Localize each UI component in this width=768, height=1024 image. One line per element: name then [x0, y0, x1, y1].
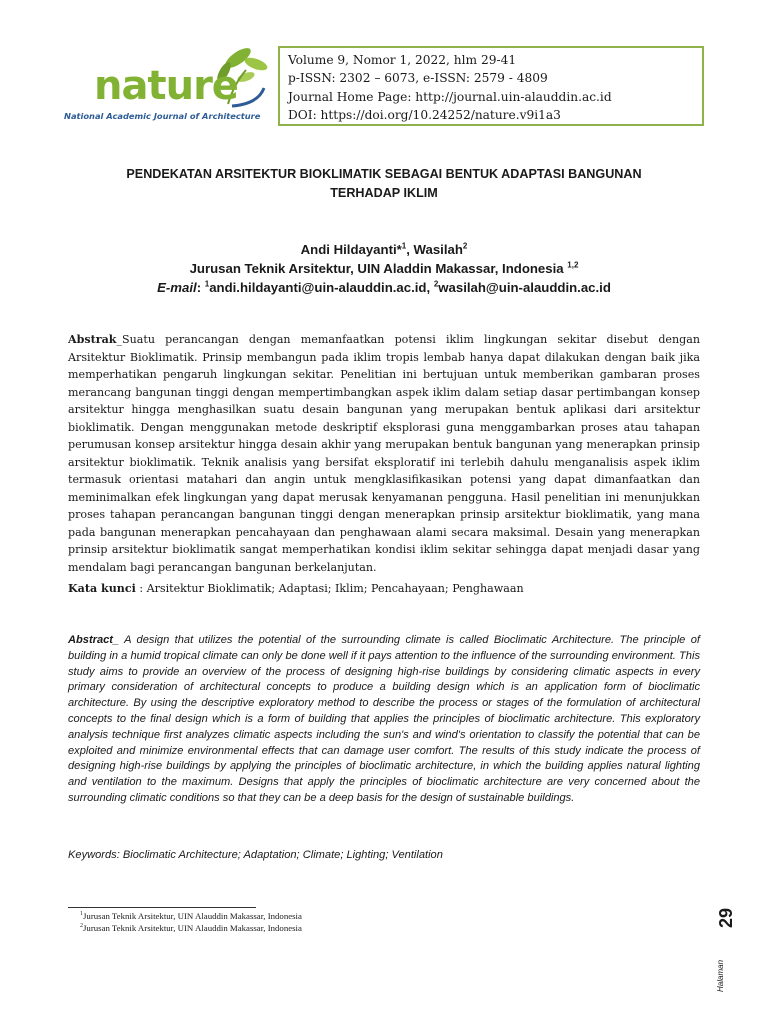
- kata-kunci-text: : Arsitektur Bioklimatik; Adaptasi; Iklim; Pencahayaan; Penghawaan: [135, 582, 524, 595]
- journal-info-box: [278, 46, 704, 126]
- footnote-2: [80, 922, 580, 934]
- email-label: E-mail: [157, 280, 197, 295]
- author-2: , Wasilah: [406, 242, 463, 257]
- abstract-text: _ A design that utilizes the potential of the surrounding climate is called Bioclimatic Architecture. The principle of building in a humid tropical climate can only be done well if it pays attention to the influence of the surrounding environment. This study aims to provide an overview of the process of designing high-rise buildings by considering climatic aspects in every primary consideration of architectural concepts to produce a building design which is an application form of bioclimatic architecture. By using the descriptive exploratory method to describe the process or stages of the formulation of architectural concepts to the final design which is a form of building that applies the principles of bioclimatic architecture. This exploratory analysis technique first analyzes climatic aspects including the sun's and wind's orientation to classify the potential that can be exploited and minimize environmental effects that can damage user comfort. The results of this study indicate the process of designing high-rise buildings by applying the principles of bioclimatic architecture, in which the building applies natural lighting and ventilation to the maximum. Designs that apply the principles of bioclimatic architecture are very concerned about the surrounding climatic conditions so that they can be a deep basis for the design of sustainable buildings.: [68, 634, 700, 804]
- abstract-section: [68, 633, 700, 807]
- author-names: [60, 240, 708, 259]
- homepage-link[interactable]: Journal Home Page: http://journal.uin-alauddin.ac.id: [288, 89, 612, 104]
- footnote-2-sup: 2: [80, 923, 83, 930]
- abstrak-section: [68, 331, 700, 576]
- footnote-2-text: Jurusan Teknik Arsitektur, UIN Alauddin Makassar, Indonesia: [83, 923, 302, 933]
- affiliation: [60, 259, 708, 278]
- email-2[interactable]: wasilah@uin-alauddin.ac.id: [438, 280, 611, 295]
- affiliation-sup: 1,2: [567, 260, 579, 270]
- author-1-sup: 1: [401, 241, 407, 251]
- logo-subtitle: National Academic Journal of Architecture: [64, 111, 261, 121]
- title-line-1: PENDEKATAN ARSITEKTUR BIOKLIMATIK SEBAGAI BENTUK ADAPTASI BANGUNAN: [126, 167, 642, 181]
- author-block: [60, 240, 708, 297]
- affiliation-text: Jurusan Teknik Arsitektur, UIN Aladdin Makassar, Indonesia: [189, 261, 568, 276]
- volume-line: Volume 9, Nomor 1, 2022, hlm 29-41: [288, 53, 517, 67]
- paper-title: [90, 165, 678, 203]
- logo-wordmark: nature: [94, 63, 238, 109]
- abstrak-label: Abstrak: [68, 333, 117, 346]
- email-1[interactable]: andi.hildayanti@uin-alauddin.ac.id,: [209, 280, 434, 295]
- page-label: Halaman: [716, 959, 725, 992]
- footnotes: [80, 910, 580, 934]
- footnote-divider: [68, 907, 256, 908]
- doi-link[interactable]: DOI: https://doi.org/10.24252/nature.v9i1a3: [288, 108, 561, 123]
- journal-logo: [60, 44, 278, 128]
- page-number: 29: [716, 907, 736, 928]
- keywords-section: Keywords: Bioclimatic Architecture; Adaptation; Climate; Lighting; Ventilation: [68, 849, 443, 861]
- author-2-sup: 2: [462, 241, 468, 251]
- kata-kunci-section: [68, 580, 700, 597]
- email-line: [60, 278, 708, 297]
- footnote-1: [80, 910, 580, 922]
- title-line-2: TERHADAP IKLIM: [330, 186, 438, 200]
- abstrak-text: _Suatu perancangan dengan memanfaatkan potensi iklim lingkungan sekitar disebut dengan Arsitektur Bioklimatik. Prinsip membangun pada iklim tropis lembab hanya dapat dilakukan dengan baik jika memperhatikan pengaruh lingkungan sekitar. Penelitian ini bertujuan untuk memberikan gambaran proses merancang bangunan tinggi dengan mempertimbangkan aspek iklim dalam setiap dasar pertimbangan konsep arsitektur hingga menghasilkan suatu desain bangunan yang merupakan bentuk aplikasi dari arsitektur bioklimatik. Dengan menggunakan metode deskriptif eksplorasi guna menggambarkan proses atau tahapan perumusan konsep arsitektur hingga desain akhir yang merupakan bentuk bangunan yang menerapkan prinsip arsitektur bioklimatik. Teknik analisis yang bersifat eksploratif ini terlebih dahulu menganalisis aspek iklim termasuk orientasi matahari dan angin untuk mengklasifikasikan potensi yang dapat dimanfaatkan dan meminimalkan efek lingkungan yang dapat merusak kenyamanan pengguna. Hasil penelitian ini menunjukkan proses tahapan perancangan bangunan tinggi dengan menerapkan prinsip arsitektur bioklimatik, yang mana pada bangunan menerapkan pencahayaan dan penghawaan alami secara maksimal. Desain yang menerapkan prinsip arsitektur bioklimatik sangat memperhatikan kondisi iklim sekitar sehingga dapat menjadi dasar yang mendalam bagi perancangan bangunan berkelanjutan.: [68, 333, 700, 574]
- email-2-sup: 2: [433, 279, 439, 289]
- abstract-label: Abstract: [68, 634, 114, 646]
- email-1-sup: 1: [204, 279, 210, 289]
- kata-kunci-label: Kata kunci: [68, 582, 136, 595]
- journal-header: [60, 44, 708, 128]
- issn-line: p-ISSN: 2302 – 6073, e-ISSN: 2579 - 4809: [288, 71, 548, 86]
- footnote-1-text: Jurusan Teknik Arsitektur, UIN Alauddin Makassar, Indonesia: [83, 911, 302, 921]
- author-1: Andi Hildayanti*: [300, 242, 402, 257]
- email-separator: :: [196, 280, 205, 295]
- footnote-1-sup: 1: [80, 911, 83, 918]
